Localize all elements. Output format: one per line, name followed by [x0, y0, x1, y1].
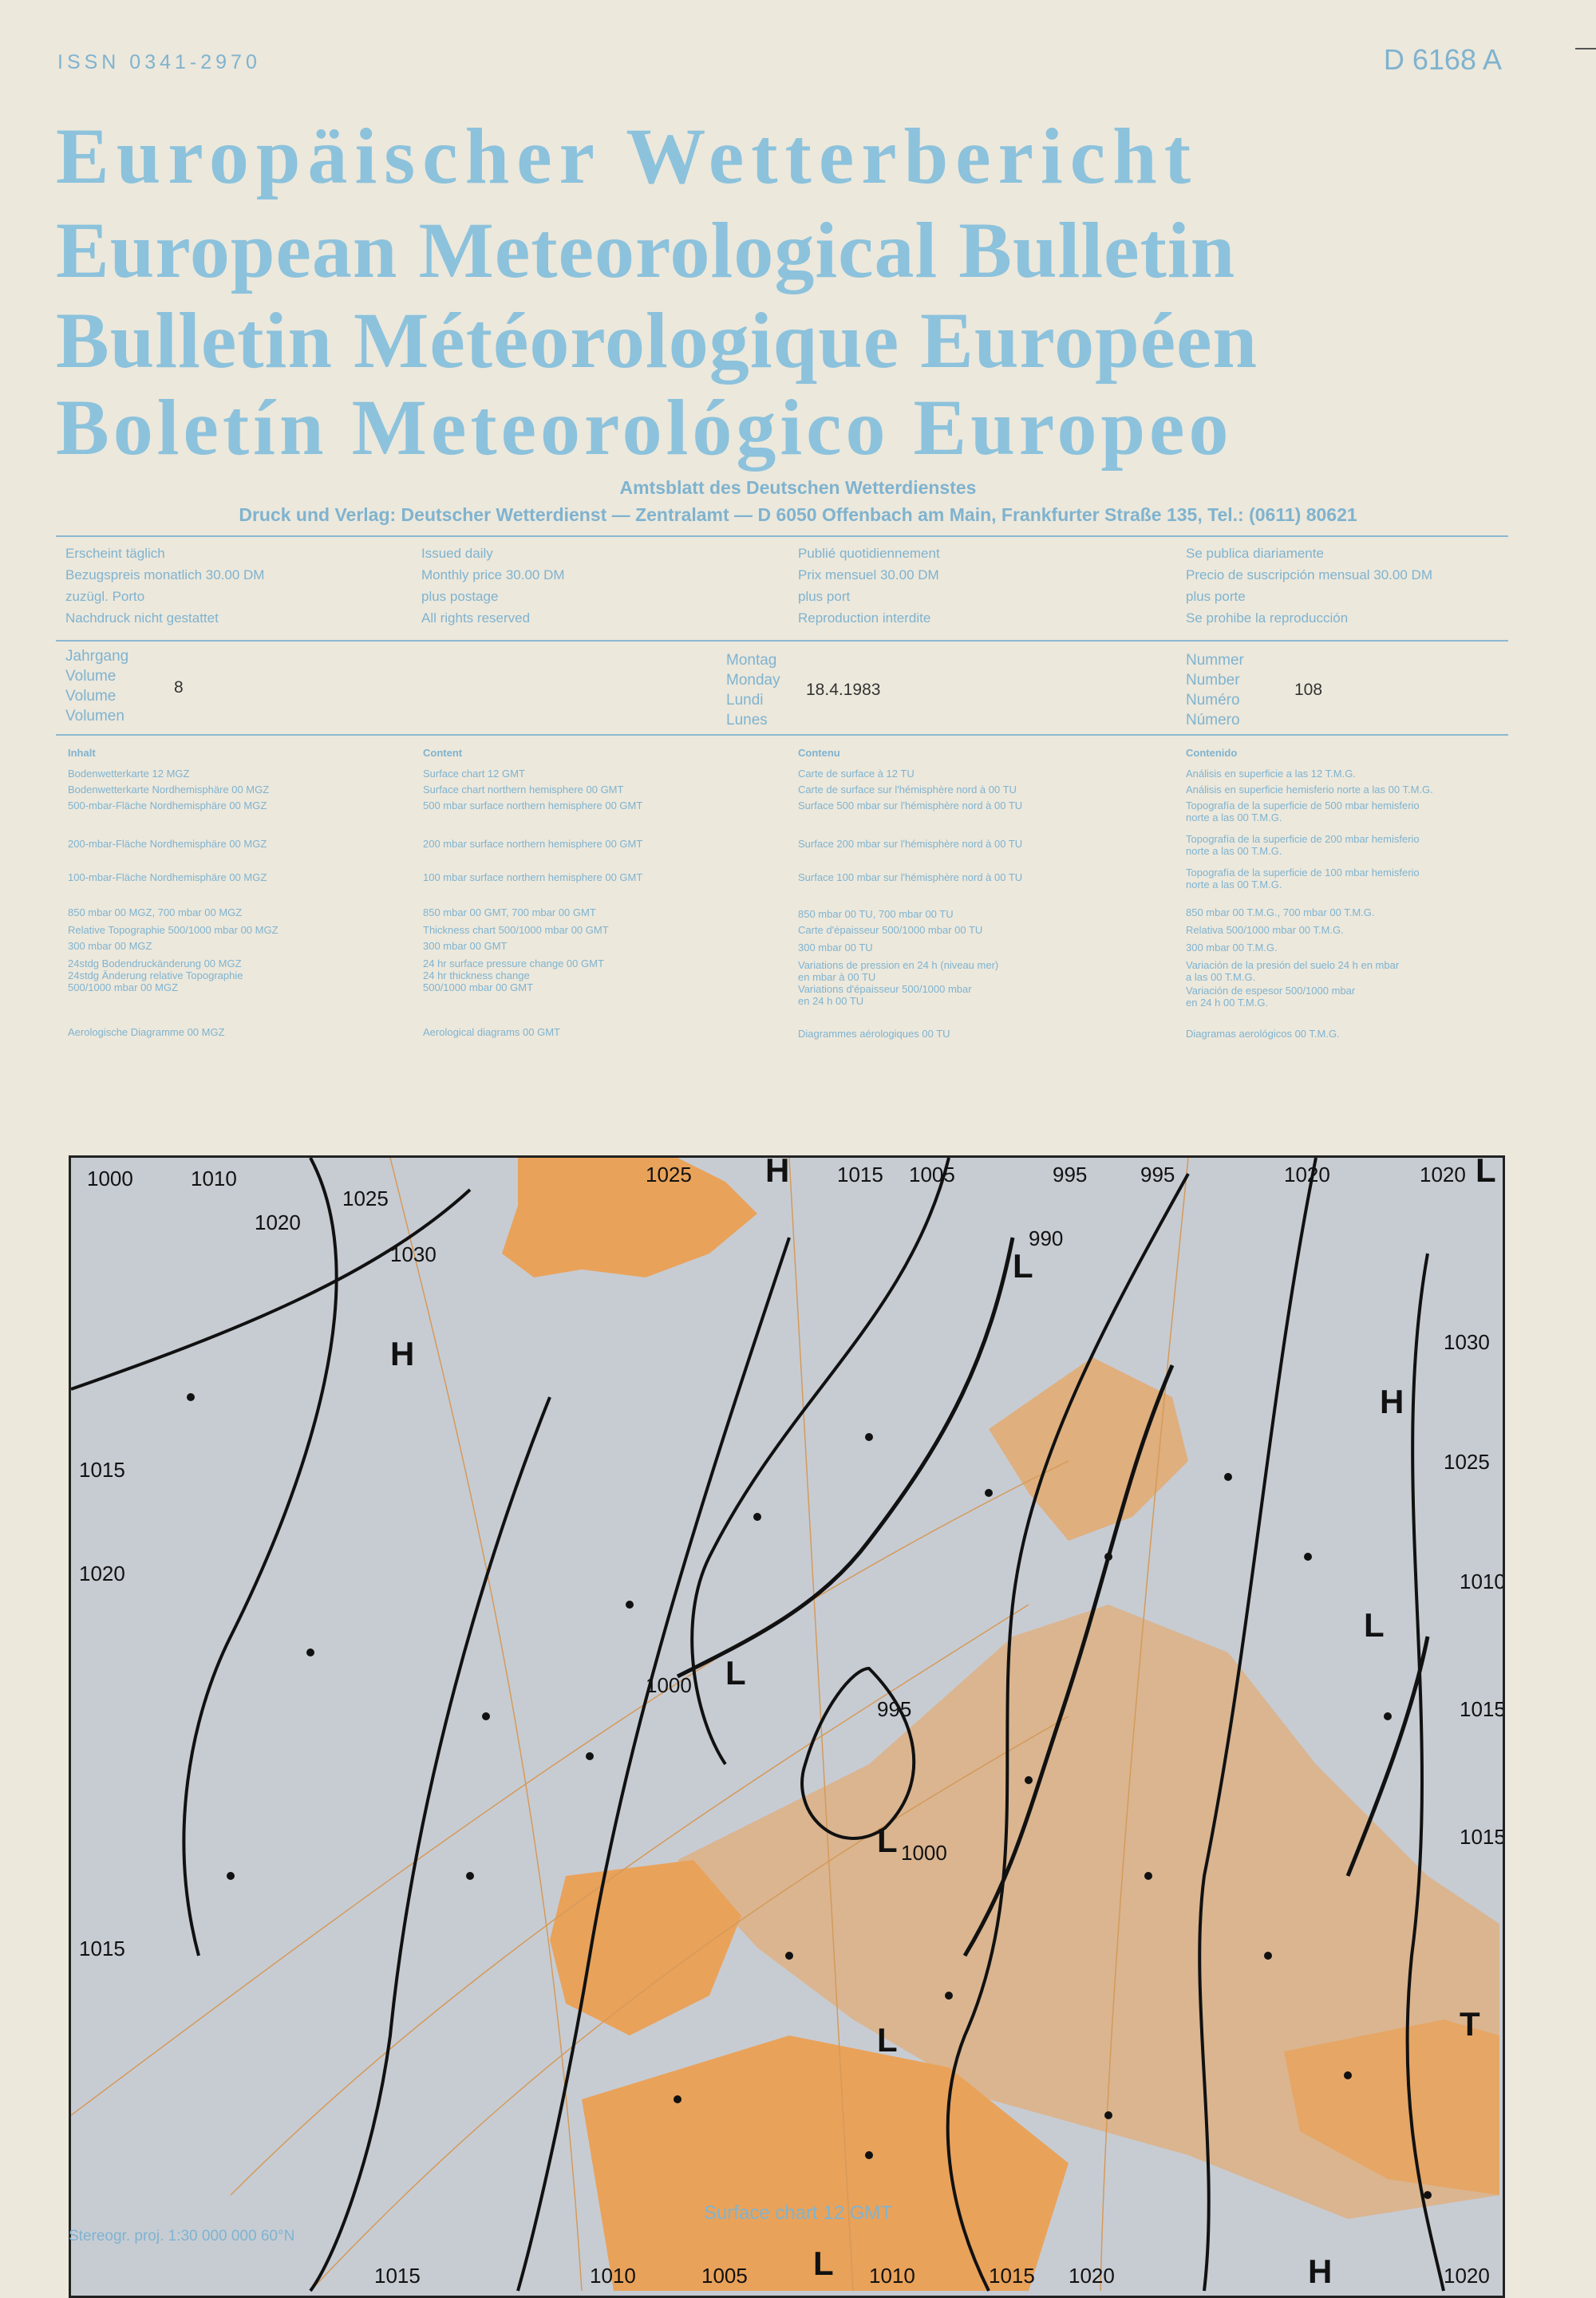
- station-marker: [1025, 1776, 1033, 1784]
- contents-item: Topografía de la superficie de 200 mbar hemisferio: [1186, 833, 1420, 845]
- day-label: Montag: [726, 652, 777, 669]
- contents-item: 500 mbar surface northern hemisphere 00 GMT: [423, 800, 643, 811]
- isobar-label: 1020: [79, 1562, 125, 1585]
- isobar-label: 1015: [79, 1937, 125, 1960]
- pressure-center-label: L: [813, 2245, 834, 2282]
- contents-item: Análisis en superficie a las 12 T.M.G.: [1186, 768, 1356, 780]
- contents-item: Topografía de la superficie de 100 mbar hemisferio: [1186, 867, 1420, 879]
- map-caption: Surface chart 12 GMT: [703, 2202, 893, 2224]
- contents-item: Diagramas aerológicos 00 T.M.G.: [1186, 1028, 1340, 1040]
- contents-item: a las 00 T.M.G.: [1186, 971, 1256, 983]
- day-labels: [726, 650, 780, 730]
- contents-item: 100 mbar surface northern hemisphere 00 GMT: [423, 871, 643, 883]
- subscription-line: plus port: [798, 589, 851, 604]
- subscription-line: Se publica diariamente: [1186, 546, 1324, 561]
- station-marker: [1224, 1473, 1232, 1481]
- isobar-label: 1005: [701, 2264, 748, 2288]
- isobar-label: 1030: [390, 1242, 437, 1266]
- station-marker: [306, 1648, 314, 1656]
- isobar-label: 1025: [1444, 1450, 1490, 1474]
- station-marker: [1344, 2071, 1352, 2079]
- subscription-line: Erscheint täglich: [65, 546, 165, 561]
- subscription-line: zuzügl. Porto: [65, 589, 145, 604]
- isobar-label: 1020: [1420, 1163, 1466, 1187]
- contents-french: [798, 747, 1149, 1040]
- contents-item: Aerological diagrams 00 GMT: [423, 1026, 560, 1038]
- contents-item: 850 mbar 00 T.M.G., 700 mbar 00 T.M.G.: [1186, 906, 1375, 918]
- contents-heading: Contenido: [1186, 747, 1238, 759]
- isobar-label: 1010: [191, 1167, 237, 1190]
- issue-number: 108: [1294, 681, 1323, 699]
- pressure-center-label: H: [765, 1158, 790, 1189]
- contents-item: Diagrammes aérologiques 00 TU: [798, 1028, 950, 1040]
- subscription-french: [798, 543, 940, 629]
- contents-item: 850 mbar 00 TU, 700 mbar 00 TU: [798, 908, 954, 920]
- subscription-line: All rights reserved: [421, 610, 531, 626]
- volume-value: 8: [174, 678, 184, 697]
- station-marker: [674, 2095, 681, 2103]
- station-marker: [865, 1433, 873, 1441]
- isobar-label: 1000: [87, 1167, 133, 1190]
- contents-item: Surface chart northern hemisphere 00 GMT: [423, 784, 624, 796]
- contents-item: 300 mbar 00 MGZ: [68, 940, 152, 952]
- day-label: Lundi: [726, 692, 764, 709]
- pressure-center-label: L: [1476, 1158, 1496, 1189]
- isobar-label: 1000: [901, 1841, 947, 1865]
- subscription-line: Prix mensuel 30.00 DM: [798, 567, 939, 582]
- isobar-label: 1010: [869, 2264, 915, 2288]
- contents-item: Surface 100 mbar sur l'hémisphère nord à 00 TU: [798, 871, 1023, 883]
- station-marker: [753, 1513, 761, 1521]
- contents-item: 24stdg Bodendruckänderung 00 MGZ: [68, 958, 242, 969]
- contents-item: Carte de surface sur l'hémisphère nord à 00 TU: [798, 784, 1017, 796]
- volume-label: Volume: [65, 668, 117, 685]
- contents-item: 850 mbar 00 GMT, 700 mbar 00 GMT: [423, 906, 596, 918]
- isobar-label: 1010: [1460, 1570, 1506, 1593]
- subscription-german: [65, 543, 264, 629]
- subscription-line: Precio de suscripción mensual 30.00 DM: [1186, 567, 1432, 582]
- document-number: D 6168 A: [1383, 43, 1502, 76]
- divider: [56, 535, 1508, 537]
- contents-item: Thickness chart 500/1000 mbar 00 GMT: [423, 924, 609, 936]
- isobar-label: 990: [1029, 1226, 1064, 1250]
- number-label: Numéro: [1186, 692, 1240, 709]
- contents-item: Relativa 500/1000 mbar 00 T.M.G.: [1186, 924, 1344, 936]
- station-marker: [865, 2151, 873, 2159]
- contents-item: Carte d'épaisseur 500/1000 mbar 00 TU: [798, 924, 983, 936]
- volume-label: Volumen: [65, 708, 124, 725]
- subscription-line: Publié quotidiennement: [798, 546, 940, 561]
- station-marker: [1304, 1553, 1312, 1561]
- contents-item: 24 hr surface pressure change 00 GMT: [423, 958, 604, 969]
- station-marker: [1104, 2111, 1112, 2119]
- isobar-label: 1015: [374, 2264, 421, 2288]
- divider: [56, 640, 1508, 642]
- contents-item: 850 mbar 00 MGZ, 700 mbar 00 MGZ: [68, 906, 243, 918]
- map-projection-note: Stereogr. proj. 1:30 000 000 60°N: [69, 2228, 295, 2245]
- subscription-line: plus porte: [1186, 589, 1246, 604]
- contents-item: 100-mbar-Fläche Nordhemisphäre 00 MGZ: [68, 871, 267, 883]
- contents-item: Carte de surface à 12 TU: [798, 768, 915, 780]
- station-marker: [466, 1872, 474, 1880]
- contents-item: Aerologische Diagramme 00 MGZ: [68, 1026, 225, 1038]
- station-marker: [586, 1752, 594, 1760]
- station-marker: [1104, 1553, 1112, 1561]
- pressure-center-label: L: [1364, 1606, 1385, 1644]
- subscription-line: Se prohibe la reproducción: [1186, 610, 1349, 626]
- contents-item: Surface 500 mbar sur l'hémisphère nord à 00 TU: [798, 800, 1023, 811]
- contents-item: Bodenwetterkarte Nordhemisphäre 00 MGZ: [68, 784, 270, 796]
- volume-label: Jahrgang: [65, 648, 129, 665]
- station-marker: [985, 1489, 993, 1497]
- contents-item: en 24 h 00 T.M.G.: [1186, 997, 1269, 1009]
- isobar-label: 995: [1053, 1163, 1088, 1187]
- subscription-english: [421, 543, 565, 629]
- contents-item: 24stdg Änderung relative Topographie: [68, 969, 243, 981]
- station-marker: [1264, 1952, 1272, 1960]
- contents-german: [68, 747, 419, 1038]
- contents-heading: Inhalt: [68, 747, 96, 759]
- contents-item: norte a las 00 T.M.G.: [1186, 879, 1282, 890]
- isobar-label: 1015: [1460, 1825, 1506, 1849]
- contents-item: Variación de espesor 500/1000 mbar: [1186, 985, 1356, 997]
- map-canvas: [71, 1158, 1505, 2298]
- divider: [56, 734, 1508, 736]
- subscription-spanish: [1186, 543, 1432, 629]
- isobar-label: 1025: [342, 1187, 389, 1210]
- contents-item: 300 mbar 00 T.M.G.: [1186, 942, 1278, 954]
- isobar-label: 1010: [590, 2264, 636, 2288]
- contents-item: Surface chart 12 GMT: [423, 768, 525, 780]
- subscription-line: Issued daily: [421, 546, 493, 561]
- contents-item: Análisis en superficie hemisferio norte a las 00 T.M.G.: [1186, 784, 1433, 796]
- isobar-label: 1005: [909, 1163, 955, 1187]
- isobar-label: 1015: [989, 2264, 1035, 2288]
- contents-item: 24 hr thickness change: [423, 969, 530, 981]
- isobar-label: 1020: [1284, 1163, 1330, 1187]
- isobar-label: 995: [1140, 1163, 1175, 1187]
- title-english: European Meteorological Bulletin: [56, 206, 1236, 294]
- title-german: Europäischer Wetterbericht: [56, 112, 1199, 200]
- contents-item: 200-mbar-Fläche Nordhemisphäre 00 MGZ: [68, 838, 267, 850]
- number-label: Number: [1186, 672, 1240, 689]
- subscription-line: plus postage: [421, 589, 499, 604]
- contents-english: [423, 747, 774, 1038]
- volume-label: Volume: [65, 688, 117, 705]
- contents-item: 500/1000 mbar 00 MGZ: [68, 981, 179, 993]
- pressure-center-label: L: [877, 2021, 898, 2059]
- station-marker: [482, 1712, 490, 1720]
- number-label: Nummer: [1186, 652, 1244, 669]
- issn-number: ISSN 0341-2970: [57, 51, 261, 73]
- isobar-label: 1015: [79, 1458, 125, 1482]
- station-marker: [227, 1872, 235, 1880]
- contents-item: Relative Topographie 500/1000 mbar 00 MGZ: [68, 924, 279, 936]
- contents-heading: Contenu: [798, 747, 840, 759]
- issue-date: 18.4.1983: [806, 681, 881, 699]
- contents-spanish: [1186, 747, 1537, 1040]
- day-label: Lunes: [726, 712, 768, 728]
- title-french: Bulletin Météorologique Européen: [56, 296, 1258, 385]
- pressure-center-label: H: [1308, 2253, 1333, 2290]
- contents-heading: Content: [423, 747, 463, 759]
- station-marker: [626, 1601, 634, 1609]
- contents-item: norte a las 00 T.M.G.: [1186, 811, 1282, 823]
- contents-item: Variations de pression en 24 h (niveau mer): [798, 959, 999, 971]
- contents-item: 300 mbar 00 GMT: [423, 940, 508, 952]
- isobar-label: 1000: [646, 1673, 692, 1697]
- title-spanish: Boletín Meteorológico Europeo: [56, 383, 1233, 472]
- contents-item: 500/1000 mbar 00 GMT: [423, 981, 534, 993]
- surface-weather-map: [69, 1155, 1505, 2298]
- number-label: Número: [1186, 712, 1240, 728]
- station-marker: [1424, 2191, 1432, 2199]
- contents-item: norte a las 00 T.M.G.: [1186, 845, 1282, 857]
- contents-item: Variations d'épaisseur 500/1000 mbar: [798, 983, 972, 995]
- station-marker: [945, 1992, 953, 2000]
- isobar-label: 1025: [646, 1163, 692, 1187]
- day-label: Monday: [726, 672, 780, 689]
- isobar-label: 995: [877, 1697, 912, 1721]
- number-labels: [1186, 650, 1244, 730]
- volume-labels: [65, 646, 128, 726]
- pressure-center-label: L: [877, 1822, 898, 1859]
- contents-item: Topografía de la superficie de 500 mbar hemisferio: [1186, 800, 1420, 811]
- isobar-label: 1030: [1444, 1330, 1490, 1354]
- pressure-center-label: H: [390, 1335, 415, 1372]
- pressure-center-label: L: [1013, 1247, 1033, 1285]
- isobar-label: 1020: [1069, 2264, 1115, 2288]
- official-gazette-line: Amtsblatt des Deutschen Wetterdienstes: [619, 477, 977, 498]
- contents-item: 500-mbar-Fläche Nordhemisphäre 00 MGZ: [68, 800, 267, 811]
- subscription-line: Bezugspreis monatlich 30.00 DM: [65, 567, 265, 582]
- station-marker: [1384, 1712, 1392, 1720]
- contents-item: Surface 200 mbar sur l'hémisphère nord à 00 TU: [798, 838, 1023, 850]
- contents-item: 200 mbar surface northern hemisphere 00 GMT: [423, 838, 643, 850]
- isobar-label: 1015: [1460, 1697, 1506, 1721]
- pressure-center-label: L: [725, 1654, 746, 1692]
- contents-item: en mbar à 00 TU: [798, 971, 876, 983]
- contents-item: en 24 h 00 TU: [798, 995, 864, 1007]
- contents-item: Variación de la presión del suelo 24 h en mbar: [1186, 959, 1400, 971]
- isobar-label: 1020: [1444, 2264, 1490, 2288]
- publisher-address: Druck und Verlag: Deutscher Wetterdienst — Zentralamt — D 6050 Offenbach am Main, Frankfurter Straße 135, Tel.: (0611) 80621: [239, 504, 1357, 525]
- page-edge-mark: [1575, 48, 1596, 49]
- contents-item: Bodenwetterkarte 12 MGZ: [68, 768, 190, 780]
- subscription-line: Nachdruck nicht gestattet: [65, 610, 219, 626]
- station-marker: [1144, 1872, 1152, 1880]
- subscription-line: Monthly price 30.00 DM: [421, 567, 565, 582]
- subscription-line: Reproduction interdite: [798, 610, 931, 626]
- isobar-label: 1015: [837, 1163, 883, 1187]
- station-marker: [785, 1952, 793, 1960]
- isobar-label: 1020: [255, 1210, 301, 1234]
- pressure-center-label: T: [1460, 2005, 1480, 2043]
- pressure-center-label: H: [1380, 1383, 1404, 1420]
- contents-item: 300 mbar 00 TU: [798, 942, 873, 954]
- station-marker: [187, 1393, 195, 1401]
